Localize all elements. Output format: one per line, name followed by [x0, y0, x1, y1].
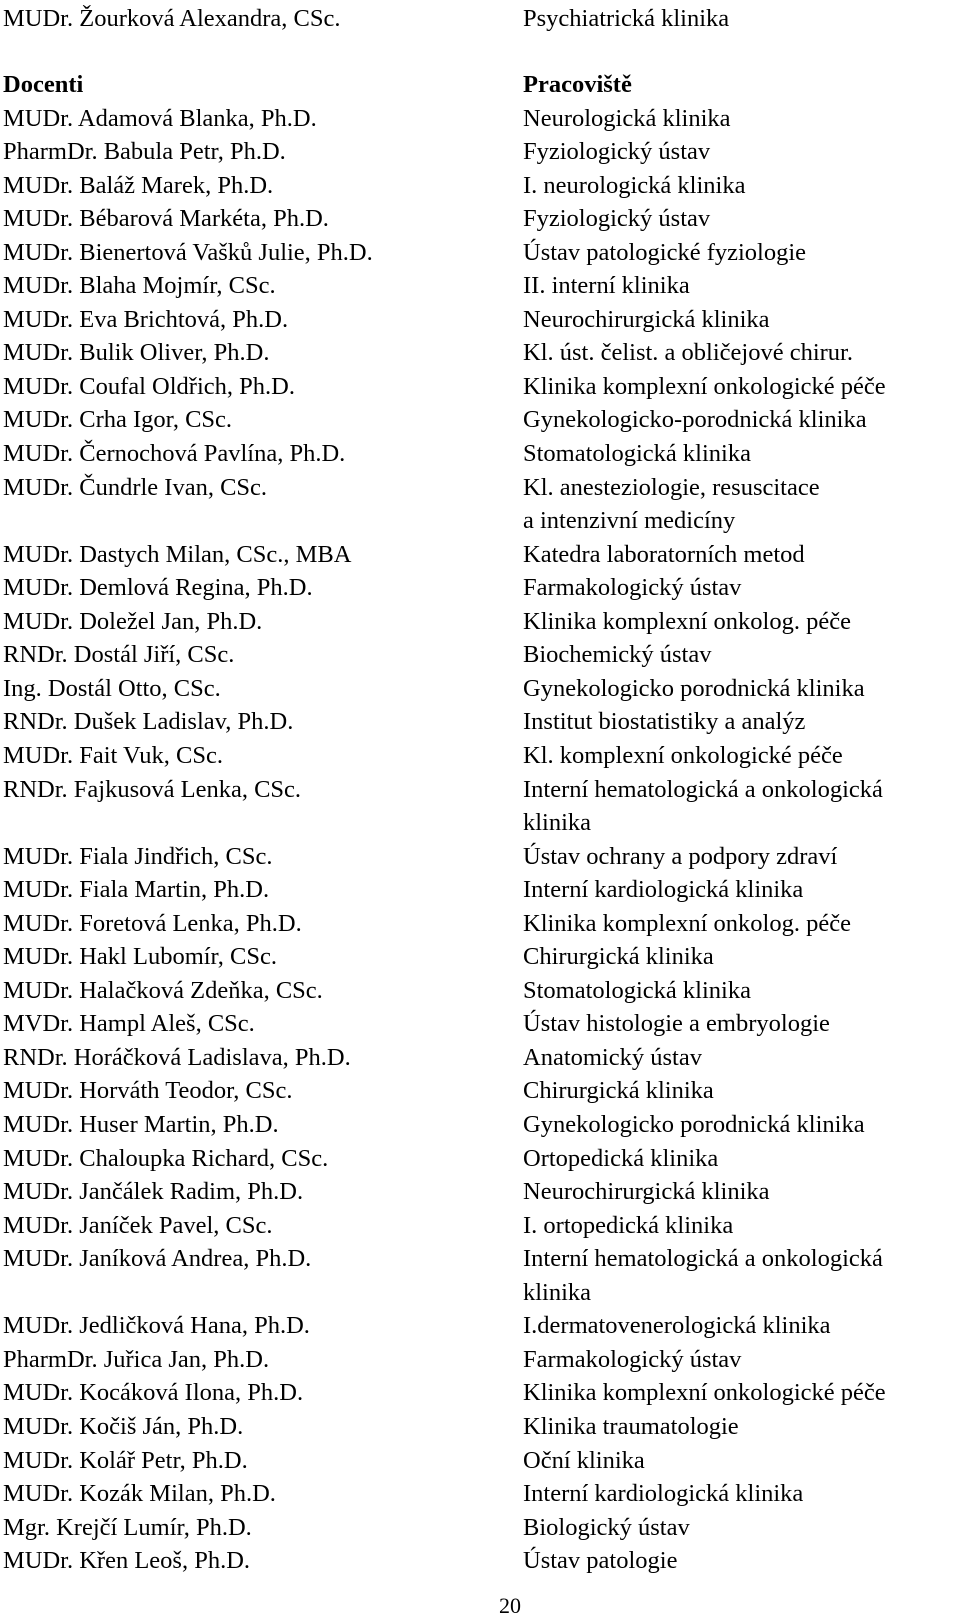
department-name: Klinika traumatologie	[523, 1412, 739, 1440]
department-name: II. interní klinika	[523, 272, 690, 300]
department-name: I. ortopedická klinika	[523, 1211, 734, 1239]
department-name: Kl. anesteziologie, resuscitace	[523, 473, 820, 501]
department-name: Gynekologicko porodnická klinika	[523, 674, 865, 702]
department-name: Institut biostatistiky a analýz	[523, 708, 806, 736]
department-name: Katedra laboratorních metod	[523, 540, 805, 568]
person-name: MUDr. Chaloupka Richard, CSc.	[3, 1144, 329, 1172]
department-name: Farmakologický ústav	[523, 1345, 742, 1373]
list-item	[0, 705, 960, 739]
person-name: MUDr. Bébarová Markéta, Ph.D.	[3, 205, 329, 233]
department-name: Farmakologický ústav	[523, 574, 742, 602]
list-item	[0, 806, 960, 840]
department-name: Ústav histologie a embryologie	[523, 1010, 830, 1038]
section-heading-row	[0, 68, 960, 102]
list-item	[0, 605, 960, 639]
person-name: MUDr. Horváth Teodor, CSc.	[3, 1077, 293, 1105]
list-item	[0, 135, 960, 169]
department-name: Interní kardiologická klinika	[523, 1480, 804, 1507]
person-name: MUDr. Jedličková Hana, Ph.D.	[3, 1312, 310, 1340]
list-item	[0, 1242, 960, 1276]
department-name: Ortopedická klinika	[523, 1144, 719, 1172]
list-item	[0, 739, 960, 773]
list-item	[0, 672, 960, 706]
person-name: MUDr. Černochová Pavlína, Ph.D.	[3, 440, 346, 467]
department-name: Neurochirurgická klinika	[523, 1178, 770, 1206]
department-name: Chirurgická klinika	[523, 943, 714, 971]
department-name: Ústav patologie	[523, 1547, 678, 1575]
person-name: MUDr. Bulik Oliver, Ph.D.	[3, 339, 270, 367]
list-item	[0, 202, 960, 236]
list-item	[0, 873, 960, 907]
department-name: Fyziologický ústav	[523, 205, 711, 233]
department-name: Gynekologicko-porodnická klinika	[523, 406, 867, 434]
department-name: Klinika komplexní onkolog. péče	[523, 909, 851, 937]
person-name: MUDr. Eva Brichtová, Ph.D.	[3, 305, 289, 333]
department-name: Kl. komplexní onkologické péče	[523, 741, 843, 769]
list-item	[0, 102, 960, 136]
person-name: Mgr. Krejčí Lumír, Ph.D.	[3, 1513, 252, 1541]
list-item	[0, 1376, 960, 1410]
person-name: RNDr. Fajkusová Lenka, CSc.	[3, 775, 302, 803]
list-item	[0, 940, 960, 974]
list-item	[0, 1410, 960, 1444]
department-name: klinika	[523, 809, 592, 836]
department-name: Biochemický ústav	[523, 641, 712, 669]
list-item	[0, 403, 960, 437]
person-name: MUDr. Kocáková Ilona, Ph.D.	[3, 1379, 304, 1407]
person-name: MVDr. Hampl Aleš, CSc.	[3, 1010, 255, 1038]
list-item	[0, 336, 960, 370]
department-name: Neurologická klinika	[523, 104, 731, 132]
list-item	[0, 840, 960, 874]
person-name: Ing. Dostál Otto, CSc.	[3, 674, 221, 702]
department-name: Fyziologický ústav	[523, 138, 711, 166]
list-item	[0, 303, 960, 337]
department-name: I.dermatovenerologická klinika	[523, 1312, 831, 1340]
person-name: MUDr. Křen Leoš, Ph.D.	[3, 1547, 251, 1575]
section-heading-docenti: Docenti	[3, 71, 84, 98]
department-name: Stomatologická klinika	[523, 440, 751, 467]
list-item	[0, 437, 960, 471]
list-item	[0, 471, 960, 505]
list-item	[0, 1074, 960, 1108]
list-item	[0, 1276, 960, 1310]
person-name: MUDr. Coufal Oldřich, Ph.D.	[3, 372, 295, 400]
person-name: MUDr. Blaha Mojmír, CSc.	[3, 272, 276, 300]
list-item	[0, 269, 960, 303]
person-name: MUDr. Fait Vuk, CSc.	[3, 741, 223, 769]
person-name: RNDr. Dušek Ladislav, Ph.D.	[3, 708, 294, 736]
department-name: Chirurgická klinika	[523, 1077, 714, 1105]
section-heading-pracoviste: Pracoviště	[523, 71, 632, 98]
department-name: Klinika komplexní onkologické péče	[523, 372, 886, 400]
page-number: 20	[499, 1593, 521, 1618]
list-item	[0, 1041, 960, 1075]
list-item	[0, 1175, 960, 1209]
person-name: MUDr. Bienertová Vašků Julie, Ph.D.	[3, 238, 373, 266]
department-name: Biologický ústav	[523, 1513, 690, 1541]
list-item	[0, 169, 960, 203]
person-name: MUDr. Jančálek Radim, Ph.D.	[3, 1178, 304, 1206]
list-item	[0, 907, 960, 941]
department-name: Ústav patologické fyziologie	[523, 238, 807, 266]
person-name: MUDr. Baláž Marek, Ph.D.	[3, 171, 274, 199]
person-name: MUDr. Demlová Regina, Ph.D.	[3, 574, 313, 602]
list-item	[0, 773, 960, 807]
person-name: MUDr. Janíček Pavel, CSc.	[3, 1211, 273, 1239]
list-item	[0, 638, 960, 672]
person-name: MUDr. Crha Igor, CSc.	[3, 406, 233, 434]
list-item	[0, 504, 960, 538]
person-name: MUDr. Halačková Zdeňka, CSc.	[3, 976, 323, 1004]
person-name: MUDr. Dastych Milan, CSc., MBA	[3, 540, 352, 568]
person-name: MUDr. Foretová Lenka, Ph.D.	[3, 909, 302, 937]
header-row	[0, 2, 960, 36]
person-name: MUDr. Kozák Milan, Ph.D.	[3, 1480, 276, 1507]
person-name: MUDr. Adamová Blanka, Ph.D.	[3, 104, 317, 132]
list-item	[0, 571, 960, 605]
person-name: MUDr. Huser Martin, Ph.D.	[3, 1111, 279, 1138]
department-name: I. neurologická klinika	[523, 171, 746, 199]
person-name: MUDr. Hakl Lubomír, CSc.	[3, 943, 277, 971]
department-name: klinika	[523, 1278, 592, 1306]
person-name: MUDr. Doležel Jan, Ph.D.	[3, 607, 263, 635]
department-name: Oční klinika	[523, 1446, 645, 1474]
list-item	[0, 236, 960, 270]
person-name: MUDr. Fiala Jindřich, CSc.	[3, 842, 273, 870]
person-name: MUDr. Fiala Martin, Ph.D.	[3, 876, 270, 904]
department-name: Anatomický ústav	[523, 1043, 702, 1071]
person-name: RNDr. Horáčková Ladislava, Ph.D.	[3, 1043, 351, 1071]
list-item	[0, 1108, 960, 1142]
list-item	[0, 1444, 960, 1478]
department-name: Klinika komplexní onkologické péče	[523, 1379, 886, 1407]
list-item	[0, 1142, 960, 1176]
list-item	[0, 1209, 960, 1243]
department-name: Gynekologicko porodnická klinika	[523, 1111, 865, 1138]
person-name: RNDr. Dostál Jiří, CSc.	[3, 641, 235, 669]
list-item	[0, 370, 960, 404]
department-name: Interní hematologická a onkologická	[523, 775, 883, 803]
list-item	[0, 1007, 960, 1041]
person-name: MUDr. Kolář Petr, Ph.D.	[3, 1446, 248, 1474]
person-name: PharmDr. Babula Petr, Ph.D.	[3, 138, 286, 166]
department-name: Neurochirurgická klinika	[523, 305, 770, 333]
person-name: MUDr. Kočiš Ján, Ph.D.	[3, 1412, 244, 1440]
person-name: MUDr. Janíková Andrea, Ph.D.	[3, 1245, 312, 1273]
list-item	[0, 974, 960, 1008]
header-name: MUDr. Žourková Alexandra, CSc.	[3, 5, 341, 32]
list-item	[0, 1544, 960, 1578]
department-name: Stomatologická klinika	[523, 976, 751, 1004]
department-name: Klinika komplexní onkolog. péče	[523, 607, 851, 635]
department-name: Interní kardiologická klinika	[523, 876, 804, 904]
department-name: Interní hematologická a onkologická	[523, 1245, 883, 1273]
department-name: Kl. úst. čelist. a obličejové chirur.	[523, 339, 853, 367]
list-item	[0, 538, 960, 572]
list-item	[0, 1309, 960, 1343]
department-name: Ústav ochrany a podpory zdraví	[523, 842, 838, 870]
list-item	[0, 1343, 960, 1377]
list-item	[0, 1477, 960, 1511]
list-item	[0, 1511, 960, 1545]
person-name: MUDr. Čundrle Ivan, CSc.	[3, 473, 268, 501]
header-department: Psychiatrická klinika	[523, 5, 730, 32]
department-name: a intenzivní medicíny	[523, 507, 736, 535]
person-name: PharmDr. Juřica Jan, Ph.D.	[3, 1345, 270, 1373]
